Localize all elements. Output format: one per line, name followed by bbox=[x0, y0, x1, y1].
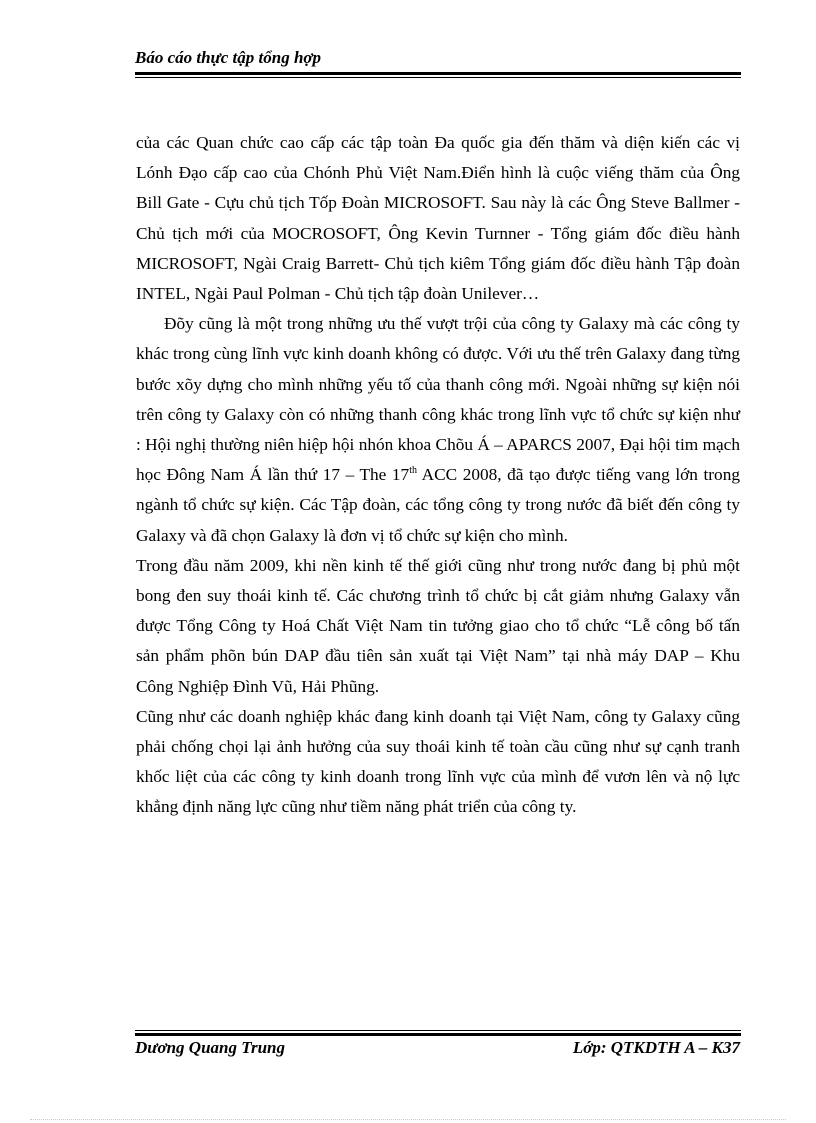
page-edge-divider bbox=[30, 1119, 786, 1120]
paragraph-2-text-a: Đõy cũng là một trong những ưu thế vượt trội của công ty Galaxy mà các công ty khác trong cùng lĩnh vực kinh doanh không có được. Với ưu thế trên Galaxy đang từng bước xõy dựng cho mình những yếu tố của thanh công mới. Ngoài những sự kiện nói trên công ty Galaxy còn có những thanh công khác trong lĩnh vực tổ chức sự kiện như : Hội nghị thường niên hiệp hội nhón khoa Chõu Á – APARCS 2007, Đại hội tim mạch học Đông Nam Á lần thứ 17 – The 17 bbox=[136, 314, 740, 485]
document-header-title: Báo cáo thực tập tổng hợp bbox=[135, 48, 322, 67]
paragraph-2-text-b: ACC 2008, đã tạo được tiếng vang lớn trong ngành tổ chức sự kiện. Các Tập đoàn, các tổng công ty trong nước đã biết đến công ty Galaxy và đã chọn Galaxy là đơn vị tổ chức sự kiện cho mình. bbox=[136, 465, 740, 545]
footer-rule-thin bbox=[135, 1030, 741, 1031]
paragraph-4: Cũng như các doanh nghiệp khác đang kinh doanh tại Việt Nam, công ty Galaxy cũng phải chống chọi lại ảnh hưởng của suy thoái kinh tế toàn cầu cũng như sự cạnh tranh khốc liệt của các công ty kinh doanh trong lĩnh vực của mình để vươn lên và nộ lực khẳng định năng lực cũng như tiềm năng phát triển của công ty. bbox=[136, 706, 740, 817]
header-rule-thin bbox=[135, 77, 741, 78]
footer-rule-thick bbox=[135, 1033, 741, 1036]
ordinal-superscript: th bbox=[409, 465, 417, 477]
header-rule-thick bbox=[135, 72, 741, 75]
footer-class: Lớp: QTKDTH A – K37 bbox=[572, 1038, 740, 1057]
document-body bbox=[136, 128, 740, 823]
paragraph-3: Trong đầu năm 2009, khi nền kinh tế thế giới cũng như trong nước đang bị phủ một bong đen suy thoái kinh tế. Các chương trình tổ chức bị cắt giảm nhưng Galaxy vẫn được Tổng Công ty Hoá Chất Việt Nam tin tưởng giao cho tổ chức “Lễ công bố tấn sản phẩm phõn bún DAP đầu tiên sản xuất tại Việt Nam” tại nhà máy DAP – Khu Công Nghiệp Đình Vũ, Hải Phũng. bbox=[136, 555, 740, 696]
paragraph-1: của các Quan chức cao cấp các tập toàn Đa quốc gia đến thăm và diện kiến các vị Lónh Đạo cấp cao của Chónh Phủ Việt Nam.Điển hình là cuộc viếng thăm của Ông Bill Gate - Cựu chủ tịch Tốp Đoàn MICROSOFT. Sau này là các Ông Steve Ballmer - Chủ tịch mới của MOCROSOFT, Ông Kevin Turnner - Tổng giám đốc điều hành MICROSOFT, Ngài Craig Barrett- Chủ tịch kiêm Tổng giám đốc điều hành Tập đoàn INTEL, Ngài Paul Polman - Chủ tịch tập đoàn Unilever… bbox=[136, 133, 740, 304]
paragraph-2 bbox=[136, 309, 740, 551]
footer-author: Dương Quang Trung bbox=[135, 1038, 286, 1057]
